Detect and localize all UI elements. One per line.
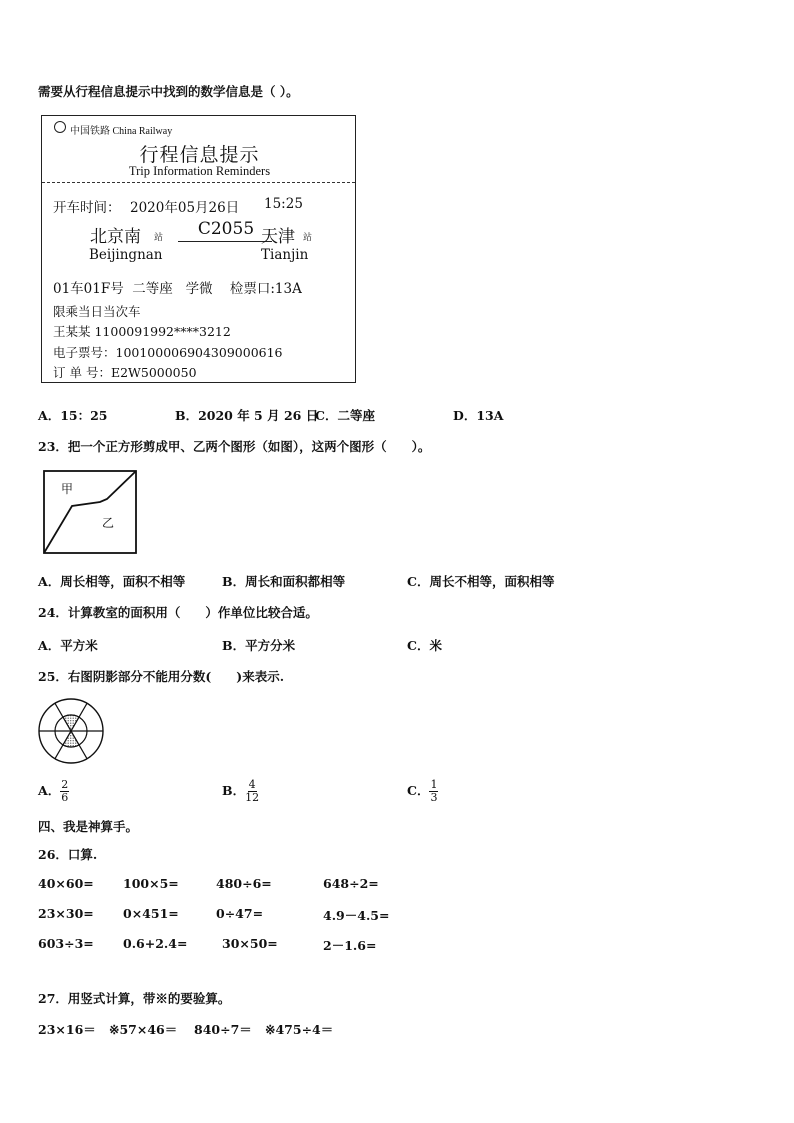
q25-option-b — [222, 779, 259, 804]
question-22-stem: 需要从行程信息提示中找到的数学信息是（ ）。 — [38, 84, 299, 99]
from-station-en: Beijingnan — [89, 247, 163, 263]
ticket-brand-text: 中国铁路 China Railway — [70, 126, 173, 137]
vertical-calc-2: ※57×46＝ — [109, 1022, 178, 1037]
fraction-a — [60, 779, 69, 804]
china-railway-logo-icon — [54, 121, 66, 133]
to-station-en: Tianjin — [261, 247, 309, 263]
question-24-stem: 24．计算教室的面积用（ ）作单位比较合适。 — [38, 605, 318, 620]
to-station-suffix: 站 — [303, 233, 313, 243]
eticket-line: 电子票号：10010000690430900061​6 — [53, 345, 283, 360]
departure-label: 开车时间： — [53, 200, 121, 216]
q25-option-b-letter: B． — [222, 783, 246, 798]
q25-option-a — [38, 779, 69, 804]
q24-option-a: A．平方米 — [38, 638, 98, 653]
to-station-cn: 天津 — [261, 227, 295, 247]
calc-r2-c2: 0×451= — [123, 906, 179, 921]
calc-r1-c2: 100×5= — [123, 876, 179, 891]
q23-option-b: B．周长和面积都相等 — [222, 574, 346, 589]
train-number: C2055 — [197, 219, 255, 239]
shape-jia-label: 甲 — [61, 482, 74, 496]
fraction-b — [245, 779, 259, 804]
q22-option-a: A．15：25 — [38, 408, 108, 423]
passenger-line: 王某某 1100091992****3212 — [53, 324, 231, 339]
q24-option-b: B．平方分米 — [222, 638, 296, 653]
calc-r3-c2: 0.6+2.4= — [123, 936, 188, 951]
fraction-c — [429, 779, 438, 804]
q25-option-a-letter: A． — [38, 783, 61, 798]
question-25-stem: 25．右图阴影部分不能用分数( )来表示. — [38, 669, 285, 684]
ticket-subtitle: Trip Information Reminders — [128, 164, 271, 178]
order-line: 订 单 号：E2W5000050 — [53, 365, 197, 380]
fraction-b-numerator: 4 — [248, 778, 256, 791]
question-26-stem: 26．口算. — [38, 847, 98, 862]
from-station-cn: 北京南 — [90, 227, 141, 247]
seat-line: 01车01F号 二等座 学微 检票口:13A — [53, 281, 302, 297]
ticket-brand — [54, 122, 172, 137]
departure-time: 15:25 — [264, 196, 303, 212]
q22-option-c: C．二等座 — [315, 408, 375, 423]
calc-r2-c3: 0÷47= — [216, 906, 264, 921]
ticket-title: 行程信息提示 — [139, 144, 260, 166]
q23-option-c: C．周长不相等，面积相等 — [407, 574, 555, 589]
trip-ticket — [41, 115, 356, 383]
q22-option-d: D．13A — [453, 408, 504, 423]
cut-square-figure — [43, 470, 137, 554]
question-23-stem: 23．把一个正方形剪成甲、乙两个图形（如图），这两个图形（ ）。 — [38, 439, 431, 454]
fraction-a-denominator: 6 — [61, 791, 69, 804]
q25-option-c-letter: C． — [407, 783, 430, 798]
calc-r3-c3: 30×50= — [222, 936, 278, 951]
valid-line: 限乘当日当次车 — [53, 304, 141, 319]
fraction-c-denominator: 3 — [430, 791, 438, 804]
ticket-divider — [42, 182, 355, 183]
vertical-calc-4: ※475÷4＝ — [265, 1022, 334, 1037]
calc-r3-c4: 2－1.6= — [323, 938, 377, 953]
fraction-b-denominator: 12 — [245, 791, 260, 804]
q23-option-a: A．周长相等，面积不相等 — [38, 574, 186, 589]
section-4-heading: 四、我是神算手。 — [38, 819, 139, 834]
calc-r1-c3: 480÷6= — [216, 876, 272, 891]
calc-r1-c4: 648÷2= — [323, 876, 379, 891]
calc-r1-c1: 40×60= — [38, 876, 94, 891]
calc-r3-c1: 603÷3= — [38, 936, 94, 951]
vertical-calc-3: 840÷7＝ — [194, 1022, 252, 1037]
departure-date: 2020年05月26日 — [130, 200, 240, 216]
question-27-stem: 27．用竖式计算，带※的要验算。 — [38, 991, 231, 1006]
calc-r2-c4: 4.9－4.5= — [323, 908, 390, 923]
vertical-calc-1: 23×16＝ — [38, 1022, 96, 1037]
calc-r2-c1: 23×30= — [38, 906, 94, 921]
q25-option-c — [407, 779, 438, 804]
fraction-a-numerator: 2 — [61, 778, 69, 791]
q24-option-c: C．米 — [407, 638, 442, 653]
fraction-c-numerator: 1 — [430, 778, 438, 791]
q22-option-b: B．2020 年 5 月 26 日 — [175, 408, 319, 423]
circle-fraction-figure — [37, 697, 105, 765]
shape-yi-label: 乙 — [102, 516, 115, 530]
train-arrow-line — [178, 241, 272, 242]
from-station-suffix: 站 — [154, 233, 164, 243]
